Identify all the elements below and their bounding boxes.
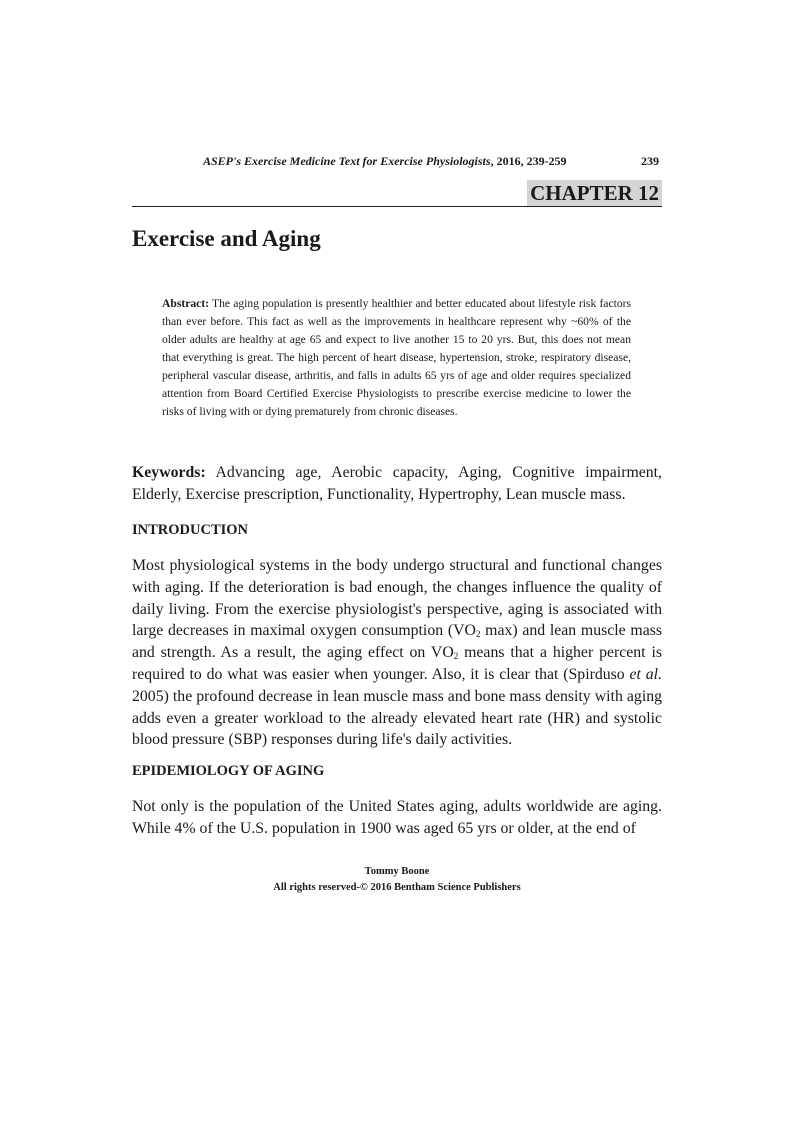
journal-title: ASEP's Exercise Medicine Text for Exercise Physiologists xyxy=(203,154,491,168)
chapter-label: CHAPTER 12 xyxy=(527,180,662,206)
journal-citation xyxy=(203,154,567,169)
footer-copyright: All rights reserved-© 2016 Bentham Science Publishers xyxy=(273,882,521,893)
keywords-label: Keywords: xyxy=(132,464,206,481)
abstract-text: The aging population is presently healthier and better educated about lifestyle risk factors than ever before. This fact as well as the improvements in healthcare represent why ~60% of the older adults are healthy at age 65 and expect to live another 15 to 20 yrs. But, this does not mean that everything is great. The high percent of heart disease, hypertension, stroke, respiratory disease, peripheral vascular disease, arthritis, and falls in adults 65 yrs of age and older requires specialized attention from Board Certified Exercise Physiologists to prescribe exercise medicine to lower the risks of living with or dying prematurely from chronic diseases. xyxy=(162,297,631,418)
journal-volume-pages: , 2016, 239-259 xyxy=(490,154,567,168)
section-heading-epidemiology: EPIDEMIOLOGY OF AGING xyxy=(132,763,325,779)
header-rule xyxy=(132,206,662,207)
intro-text-2: max) and lean muscle mass and strength. As a result, the aging effect on VO xyxy=(132,622,662,662)
section-heading-introduction: INTRODUCTION xyxy=(132,522,249,538)
epidemiology-paragraph: Not only is the population of the United States aging, adults worldwide are aging. While 4% of the U.S. population in 1900 was aged 65 yrs or older, at the end of xyxy=(132,798,662,837)
intro-text-3: means that a higher percent is required to do what was easier when younger. Also, it is clear that (Spirduso xyxy=(132,644,662,683)
introduction-paragraph xyxy=(132,555,662,751)
abstract-label: Abstract: xyxy=(162,297,210,310)
page-footer xyxy=(132,864,662,896)
keywords xyxy=(132,462,662,506)
running-header xyxy=(132,154,662,172)
keywords-text: Advancing age, Aerobic capacity, Aging, Cognitive impairment, Elderly, Exercise prescription, Functionality, Hypertrophy, Lean muscle mass. xyxy=(132,464,662,503)
page-number: 239 xyxy=(641,154,659,168)
abstract xyxy=(162,295,631,421)
subscript-2: 2 xyxy=(475,629,481,640)
intro-text-1: Most physiological systems in the body undergo structural and functional changes with aging. If the deterioration is bad enough, the changes influence the quality of daily living. From the exercise physiologist's perspective, aging is associated with large decreases in maximal oxygen consumption (VO xyxy=(132,557,662,640)
et-al-italic: et al. xyxy=(629,665,662,683)
intro-text-4: 2005) the profound decrease in lean muscle mass and bone mass density with aging adds even a greater workload to the already elevated heart rate (HR) and systolic blood pressure (SBP) responses during life's daily activities. xyxy=(132,687,662,749)
footer-author: Tommy Boone xyxy=(364,866,430,877)
chapter-title: Exercise and Aging xyxy=(132,226,321,251)
subscript-2: 2 xyxy=(453,651,459,662)
